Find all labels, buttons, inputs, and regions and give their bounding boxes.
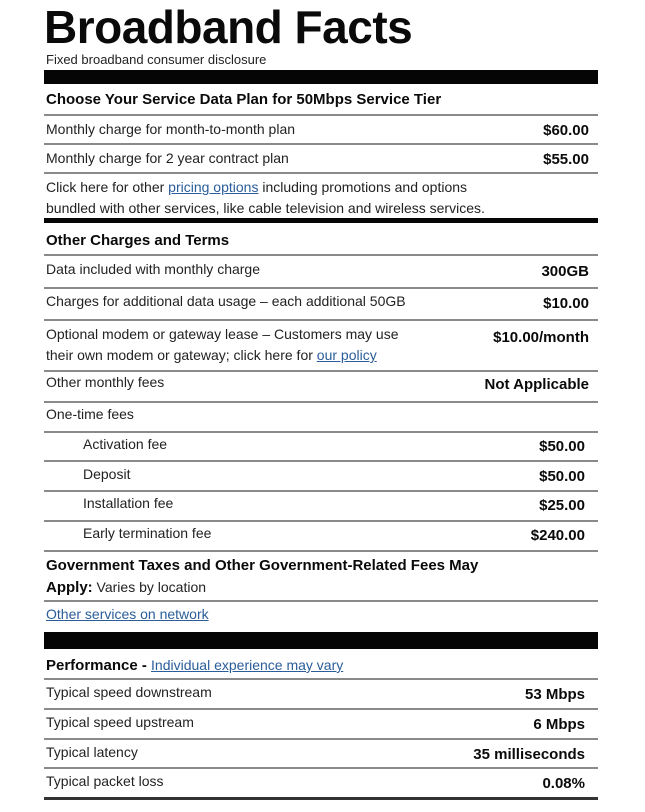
one-time-fee-value: $240.00 [530, 527, 585, 544]
performance-row-label: Typical latency [46, 744, 138, 760]
row-divider [44, 460, 598, 462]
row-divider [44, 287, 598, 289]
one-time-fee-label: Installation fee [83, 495, 174, 511]
modem-lease-line1: Optional modem or gateway lease – Customers may use [46, 326, 399, 342]
page-subtitle: Fixed broadband consumer disclosure [46, 52, 267, 67]
plan-row-value: $55.00 [543, 151, 589, 168]
row-divider [44, 114, 598, 116]
other-services-link[interactable]: Other services on network [46, 606, 209, 622]
one-time-fee-label: Deposit [83, 466, 131, 482]
one-time-fee-label: Activation fee [83, 436, 168, 452]
one-time-fees-label: One-time fees [46, 406, 134, 422]
performance-row-value: 0.08% [542, 775, 585, 792]
page-title: Broadband Facts [44, 1, 413, 53]
row-divider [44, 767, 598, 769]
row-divider [44, 401, 598, 403]
pricing-note-line1 [46, 177, 591, 198]
row-divider [44, 172, 598, 174]
performance-row-value: 53 Mbps [524, 686, 585, 703]
charge-row-label: Data included with monthly charge [46, 261, 261, 277]
row-divider [44, 550, 598, 552]
our-policy-link[interactable]: our policy [316, 347, 377, 363]
row-divider [44, 738, 598, 740]
plan-row-label: Monthly charge for 2 year contract plan [46, 150, 289, 166]
charge-row-label: Charges for additional data usage – each additional 50GB [46, 293, 406, 309]
pricing-note-text: including promotions and options [258, 179, 468, 195]
modem-lease-text: their own modem or gateway; click here for [46, 347, 317, 363]
one-time-fee-value: $50.00 [539, 438, 585, 455]
performance-row-label: Typical speed downstream [46, 684, 212, 700]
row-divider [44, 678, 598, 680]
row-divider [44, 708, 598, 710]
plan-section-heading: Choose Your Service Data Plan for 50Mbps Service Tier [46, 91, 442, 108]
row-divider [44, 143, 598, 145]
other-charges-heading: Other Charges and Terms [46, 232, 230, 249]
row-divider [44, 490, 598, 492]
performance-row-value: 6 Mbps [533, 716, 585, 733]
one-time-fee-value: $25.00 [539, 497, 585, 514]
plan-row-label: Monthly charge for month-to-month plan [46, 121, 296, 137]
row-divider [44, 319, 598, 321]
performance-heading [46, 656, 343, 675]
pricing-note-text: Click here for other [46, 179, 169, 195]
plan-row-value: $60.00 [543, 122, 589, 139]
performance-row-label: Typical packet loss [46, 773, 164, 789]
bottom-rule [44, 797, 598, 800]
row-divider [44, 431, 598, 433]
modem-lease-value: $10.00/month [493, 329, 589, 346]
section-divider-bar [44, 632, 598, 649]
pricing-note [46, 177, 591, 219]
performance-heading-label: Performance - [46, 657, 152, 674]
modem-lease-line2 [46, 345, 591, 366]
apply-value: Varies by location [92, 579, 207, 595]
section-divider-bar [44, 218, 598, 223]
individual-experience-link[interactable]: Individual experience may vary [151, 657, 344, 673]
other-services-row [46, 605, 591, 623]
other-monthly-fees-value: Not Applicable [484, 376, 589, 393]
one-time-fee-label: Early termination fee [83, 525, 212, 541]
government-fees-heading: Government Taxes and Other Government-Related Fees May [46, 557, 479, 574]
row-divider [44, 254, 598, 256]
charge-row-value: $10.00 [543, 295, 589, 312]
row-divider [44, 600, 598, 602]
one-time-fee-value: $50.00 [539, 468, 585, 485]
charge-row-value: 300GB [541, 263, 589, 280]
pricing-note-line2: bundled with other services, like cable television and wireless services. [46, 200, 485, 216]
apply-label: Apply: [46, 579, 93, 596]
performance-row-label: Typical speed upstream [46, 714, 194, 730]
section-divider-bar [44, 70, 598, 84]
modem-lease-row [46, 324, 591, 366]
row-divider [44, 370, 598, 372]
government-fees-apply [46, 578, 591, 597]
performance-row-value: 35 milliseconds [473, 746, 585, 763]
pricing-options-link[interactable]: pricing options [168, 179, 259, 195]
other-monthly-fees-label: Other monthly fees [46, 374, 165, 390]
row-divider [44, 520, 598, 522]
